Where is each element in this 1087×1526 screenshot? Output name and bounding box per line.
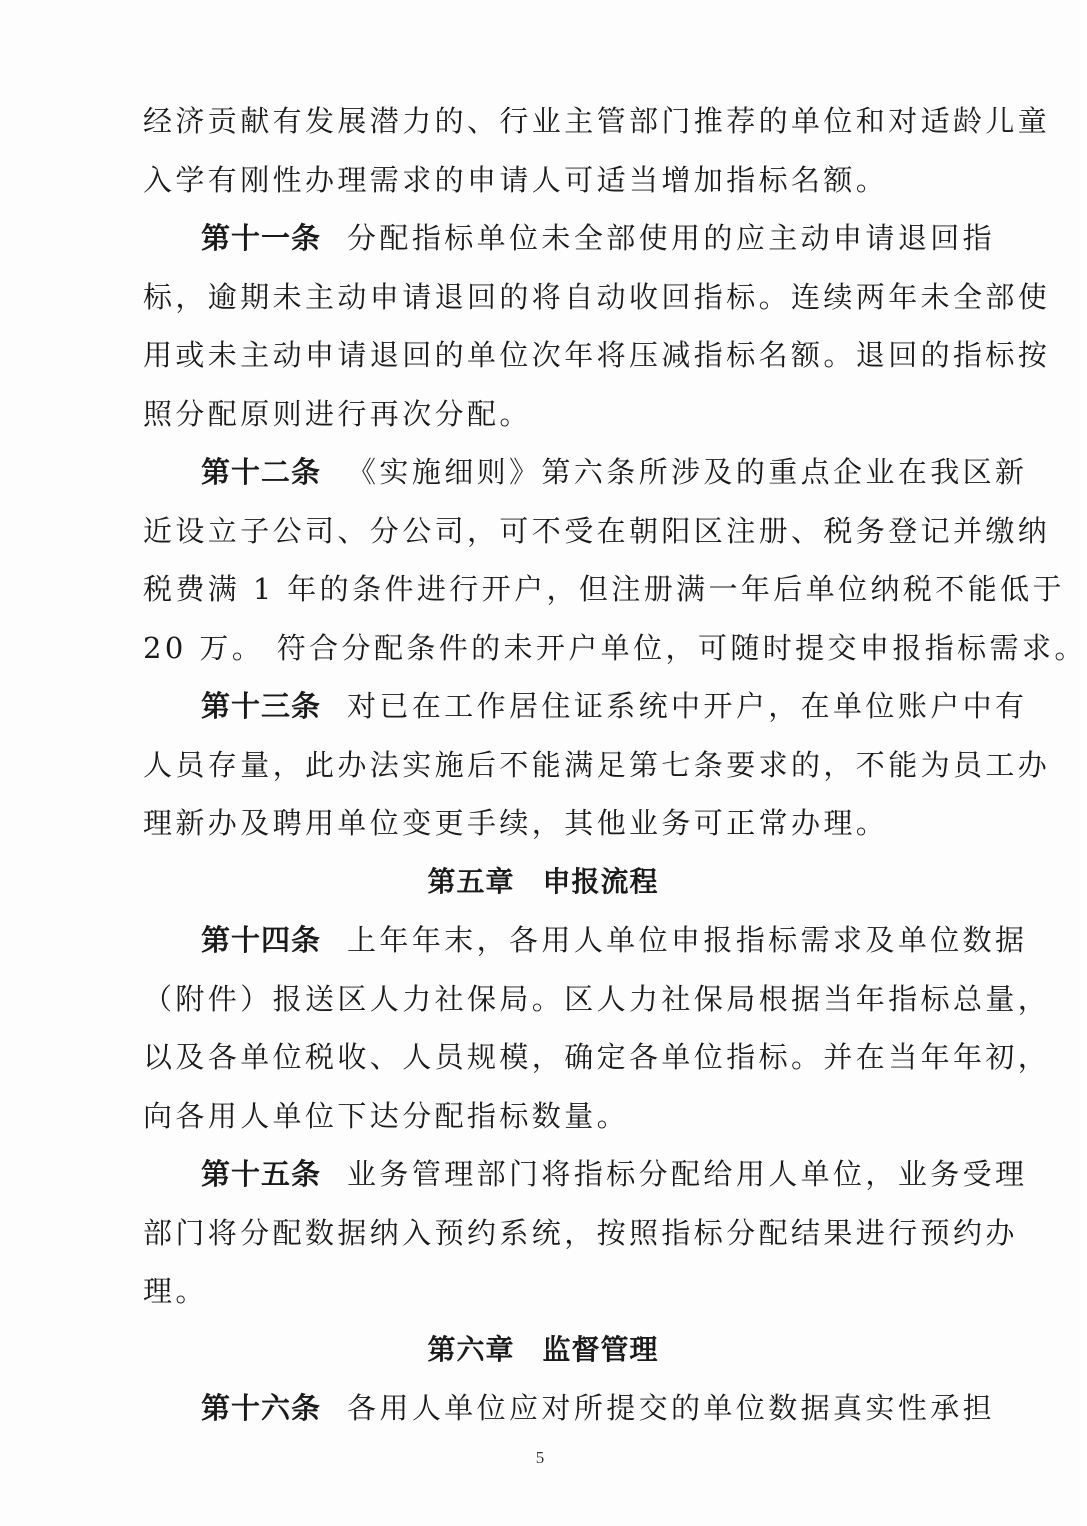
article-12-text: 《实施细则》第六条所涉及的重点企业在我区新 [347, 455, 1028, 489]
article-16-label: 第十六条 [201, 1391, 322, 1425]
page-number: 5 [535, 1448, 545, 1467]
chapter-6-title: 监督管理 [542, 1332, 659, 1366]
chapter-5-title: 申报流程 [542, 864, 659, 898]
article-16-text: 各用人单位应对所提交的单位数据真实性承担 [347, 1391, 996, 1425]
article-13-text: 对已在工作居住证系统中开户，在单位账户中有 [347, 689, 1028, 723]
chapter-6-number: 第六章 [427, 1332, 515, 1366]
article-14-label: 第十四条 [201, 923, 322, 957]
paragraph-line: 经济贡献有发展潜力的、行业主管部门推荐的单位和对适龄儿童 [143, 104, 1051, 138]
article-14-line [143, 911, 1028, 970]
paragraph-line: （附件）报送区人力社保局。区人力社保局根据当年指标总量， [143, 981, 1051, 1016]
chapter-6-heading [143, 1321, 943, 1380]
article-15-text: 业务管理部门将指标分配给用人单位，业务受理 [347, 1157, 1028, 1191]
article-16-line [143, 1379, 996, 1438]
body-text [143, 92, 1087, 1438]
paragraph-line: 入学有刚性办理需求的申请人可适当增加指标名额。 [143, 162, 889, 197]
article-13-line [143, 677, 1028, 736]
article-12-label: 第十二条 [201, 455, 322, 489]
chapter-5-number: 第五章 [427, 864, 515, 898]
paragraph-line: 税费满 1 年的条件进行开户，但注册满一年后单位纳税不能低于 [143, 572, 1065, 606]
paragraph-line: 20 万。 符合分配条件的未开户单位，可随时提交申报指标需求。 [143, 630, 1087, 665]
article-13-label: 第十三条 [201, 689, 322, 723]
article-14-text: 上年年末，各用人单位申报指标需求及单位数据 [347, 923, 1028, 957]
article-11-line [143, 209, 996, 268]
paragraph-line: 近设立子公司、分公司，可不受在朝阳区注册、税务登记并缴纳 [143, 513, 1051, 548]
paragraph-line: 理。 [143, 1274, 208, 1308]
article-11-text: 分配指标单位未全部使用的应主动申请退回指 [347, 221, 996, 255]
paragraph-line: 照分配原则进行再次分配。 [143, 396, 532, 431]
chapter-5-heading [143, 853, 943, 912]
paragraph-line: 用或未主动申请退回的单位次年将压减指标名额。退回的指标按 [143, 338, 1051, 372]
paragraph-line: 理新办及聘用单位变更手续，其他业务可正常办理。 [143, 806, 889, 840]
article-15-label: 第十五条 [201, 1157, 322, 1191]
paragraph-line: 向各用人单位下达分配指标数量。 [143, 1098, 630, 1133]
paragraph-line: 以及各单位税收、人员规模，确定各单位指标。并在当年年初， [143, 1040, 1051, 1074]
paragraph-line: 部门将分配数据纳入预约系统，按照指标分配结果进行预约办 [143, 1215, 1018, 1250]
article-11-label: 第十一条 [201, 221, 322, 255]
article-12-line [143, 443, 1028, 502]
paragraph-line: 标，逾期未主动申请退回的将自动收回指标。连续两年未全部使 [143, 279, 1051, 314]
paragraph-line: 人员存量，此办法实施后不能满足第七条要求的，不能为员工办 [143, 747, 1051, 782]
article-15-line [143, 1145, 1028, 1204]
